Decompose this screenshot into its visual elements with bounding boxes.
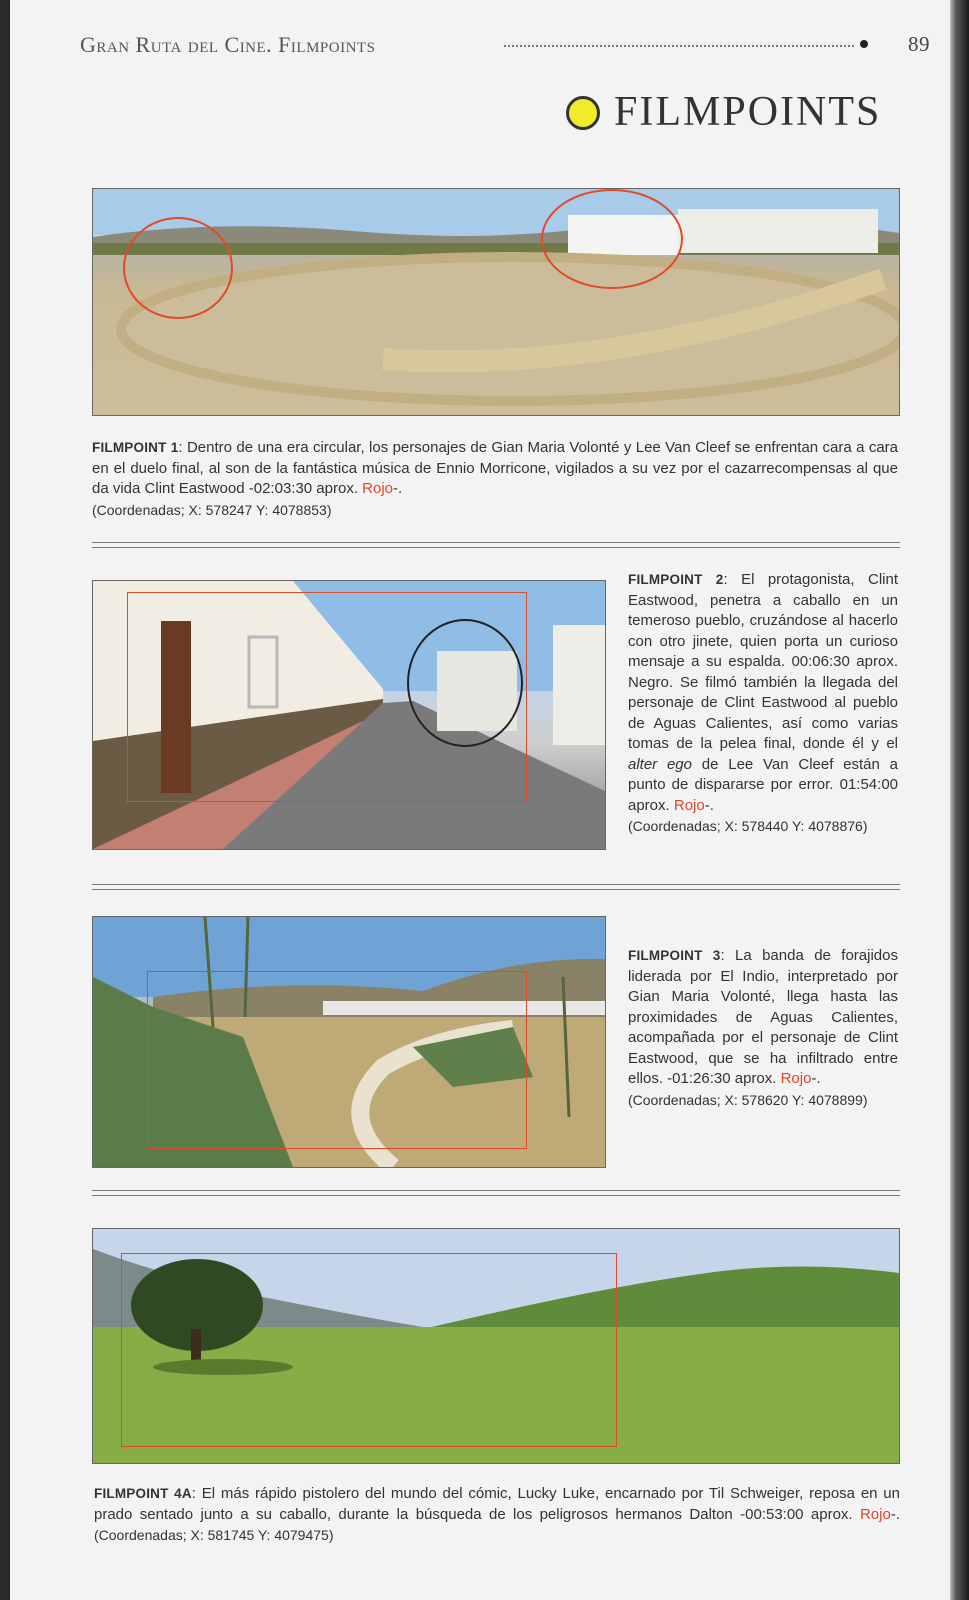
filmpoint-2-color-note: Rojo: [673, 796, 705, 814]
filmpoint-1-label: FILMPOINT 1: [92, 440, 179, 455]
yellow-dot-icon: [566, 96, 600, 130]
filmpoint-3-color-note: Rojo: [780, 1070, 812, 1087]
book-spine: [950, 0, 969, 1600]
filmpoint-2-caption: [628, 570, 898, 838]
filmpoint-2-after: -.: [704, 796, 714, 814]
filmpoint-1-color-note: Rojo: [362, 480, 394, 497]
red-frame-marker: [121, 1253, 617, 1447]
red-circle-marker: [123, 217, 233, 319]
white-buildings: [678, 209, 878, 253]
filmpoint-4a-text: : El más rápido pistolero del mundo del cómic, Lucky Luke, encarnado por Til Schweiger, reposa en un prado sentado junto a su caballo, durante la búsqueda de los peligrosos hermanos Dalton -00:53:00 aprox.: [94, 1485, 900, 1523]
filmpoint-3-label: FILMPOINT 3: [628, 948, 721, 963]
section-heading-text: FILMPOINTS: [614, 89, 882, 135]
filmpoint-2-photo: [92, 580, 606, 850]
filmpoint-2-label: FILMPOINT 2: [628, 572, 724, 587]
dotted-leader: [504, 45, 854, 47]
filmpoint-4a-after: -.: [890, 1505, 900, 1523]
circular-floor: [121, 257, 899, 401]
filmpoint-1-after: -.: [393, 480, 403, 497]
red-frame-marker: [147, 971, 527, 1149]
running-head: [80, 30, 936, 60]
filmpoint-3-caption: [628, 946, 898, 1111]
filmpoint-3-text: : La banda de forajidos liderada por El Indio, interpretado por Gian Maria Volonté, llega hasta las proximidades de Aguas Calientes, acompañada por el personaje de Clint Eastwood, que se ha infiltrado entre ellos. -01:26:30 aprox.: [628, 947, 898, 1087]
filmpoint-4a-label: FILMPOINT 4A: [94, 1486, 192, 1501]
filmpoint-2-text-b: de Lee Van Cleef están a punto de dispararse por error. 01:54:00 aprox.: [628, 755, 898, 814]
filmpoint-4a-color-note: Rojo: [859, 1505, 891, 1523]
book-page: [10, 0, 950, 1600]
filmpoint-4a-coords: (Coordenadas; X: 581745 Y: 4079475): [94, 1527, 334, 1543]
section-heading: [566, 88, 906, 138]
double-rule: [92, 1190, 900, 1196]
filmpoint-3-coords: (Coordenadas; X: 578620 Y: 4078899): [628, 1091, 868, 1108]
filmpoint-1-coords: (Coordenadas; X: 578247 Y: 4078853): [92, 501, 332, 518]
filmpoint-1-text: : Dentro de una era circular, los personajes de Gian Maria Volonté y Lee Van Cleef se enfrentan cara a cara en el duelo final, al son de la fantástica música de Ennio Morricone, vigilados a su vez por el cazarrecompensas al que da vida Clint Eastwood -02:03:30 aprox.: [92, 439, 898, 497]
double-rule: [92, 542, 900, 548]
filmpoint-3-photo: [92, 916, 606, 1168]
filmpoint-2-text-a: : El protagonista, Clint Eastwood, penetra a caballo en un temeroso pueblo, cruzándose al hacerlo con otro jinete, quien porta un curioso mensaje a su espalda. 00:06:30 aprox. Negro. Se filmó también la llegada del personaje de Clint Eastwood al pueblo de Aguas Calientes, así como varias tomas de la pelea final, donde él y el: [628, 571, 898, 752]
filmpoint-3-after: -.: [811, 1070, 821, 1087]
filmpoint-4a-caption: [94, 1484, 900, 1547]
filmpoint-2-coords: (Coordenadas; X: 578440 Y: 4078876): [628, 818, 868, 834]
black-circle-marker: [407, 619, 523, 747]
filmpoint-4a-photo: [92, 1228, 900, 1464]
running-head-title: Gran Ruta del Cine. Filmpoints: [80, 32, 376, 57]
filmpoint-1-photo: [92, 188, 900, 416]
page-number: 89: [908, 32, 930, 56]
right-house: [553, 625, 605, 745]
filmpoint-2-italic: alter ego: [628, 755, 692, 773]
leader-end-dot-icon: [860, 40, 868, 48]
double-rule: [92, 884, 900, 890]
filmpoint-1-caption: [92, 438, 898, 521]
red-circle-marker: [541, 189, 683, 289]
